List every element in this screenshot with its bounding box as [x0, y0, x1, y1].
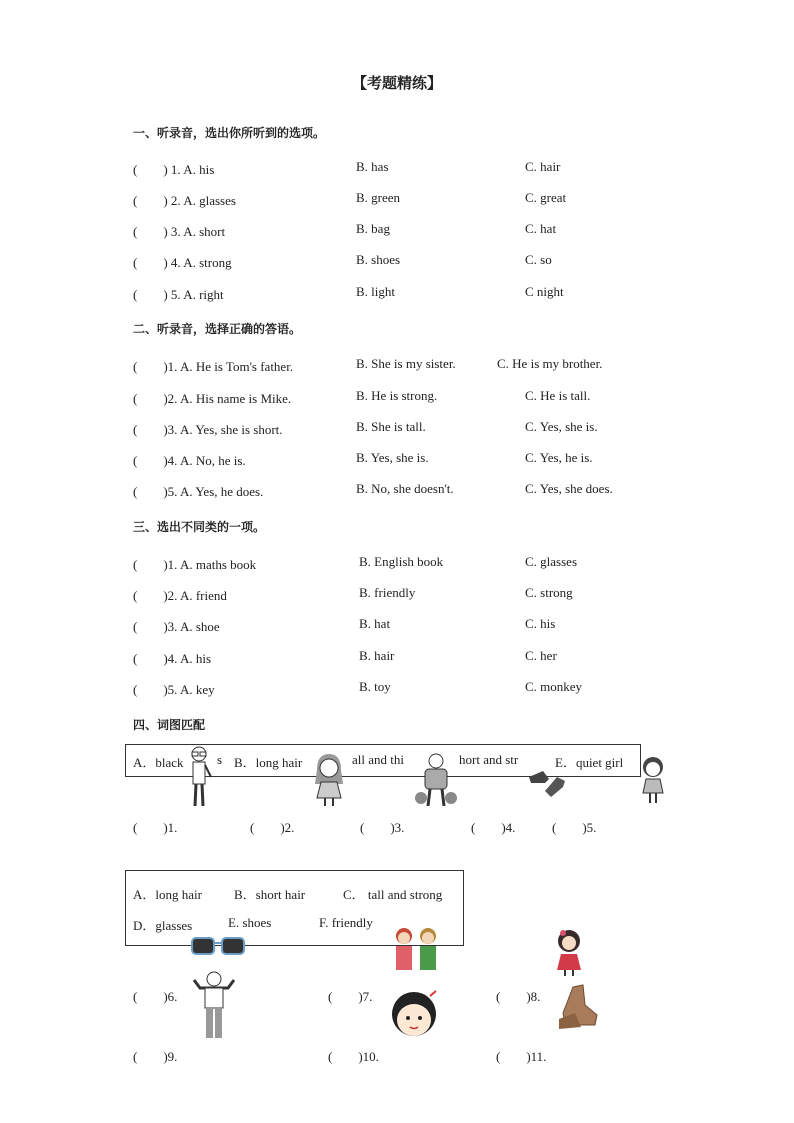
question-row-1-5 [133, 284, 224, 303]
option-c: C night [525, 284, 564, 299]
option-c: C. strong [525, 585, 573, 600]
option-b: B. bag [356, 221, 390, 236]
strong-boy-picture [190, 970, 238, 1040]
question-stem: ( )3. A. shoe [133, 619, 220, 634]
section-1-heading: 一、听录音，选出你所听到的选项。 [133, 126, 326, 140]
word-option-c: all and thi [352, 752, 404, 767]
option-b: B. green [356, 190, 401, 205]
option-c: C. monkey [525, 679, 583, 694]
sunglasses-picture [190, 934, 246, 960]
word-option-d: D．glasses [133, 918, 193, 933]
option-c: C. He is tall. [525, 388, 591, 403]
question-stem: ( ) 4. A. strong [133, 255, 232, 270]
option-b: B. He is strong. [356, 388, 438, 403]
glasses-man-picture [185, 745, 213, 809]
friends-picture [388, 926, 444, 974]
question-stem: ( ) 2. A. glasses [133, 193, 236, 208]
answer-blank-2[interactable]: ( )2. [250, 820, 295, 835]
option-c: C. so [525, 252, 552, 267]
option-b: B. hair [359, 648, 395, 663]
answer-blank-6[interactable]: ( )6. [133, 989, 178, 1004]
section-4-heading: 四、词图匹配 [133, 718, 206, 732]
question-stem: ( )4. A. his [133, 651, 212, 666]
answer-blank-1[interactable]: ( )1. [133, 820, 178, 835]
option-c: C. his [525, 616, 556, 631]
option-c: C. Yes, she is. [525, 419, 598, 434]
question-stem: ( )4. A. No, he is. [133, 453, 246, 468]
answer-blank-10[interactable]: ( )10. [328, 1049, 379, 1064]
girl-picture [552, 928, 586, 978]
question-stem: ( )3. A. Yes, she is short. [133, 422, 283, 437]
quiet-girl-picture [638, 755, 668, 805]
answer-blank-11[interactable]: ( )11. [496, 1049, 547, 1064]
question-stem: ( )2. A. friend [133, 588, 227, 603]
section-3-heading: 三、选出不同类的一项。 [133, 520, 266, 534]
word-option-a: A．long hair [133, 887, 202, 902]
question-stem: ( )5. A. key [133, 682, 215, 697]
question-stem: ( )2. A. His name is Mike. [133, 391, 292, 406]
question-row-1-1 [133, 159, 214, 178]
option-c: C. Yes, he is. [525, 450, 593, 465]
answer-blank-5[interactable]: ( )5. [552, 820, 597, 835]
option-b: B. She is tall. [356, 419, 426, 434]
option-b: B. Yes, she is. [356, 450, 429, 465]
option-b: B. light [356, 284, 396, 299]
word-option-d: hort and str [459, 752, 519, 767]
question-stem: ( ) 1. A. his [133, 162, 215, 177]
question-stem: ( ) 5. A. right [133, 287, 224, 302]
word-option-f: F. friendly [319, 915, 373, 930]
option-b: B. friendly [359, 585, 416, 600]
word-option-e: E．quiet girl [555, 755, 624, 770]
option-c: C. her [525, 648, 557, 663]
option-c: C. glasses [525, 554, 577, 569]
option-b: B. No, she doesn't. [356, 481, 454, 496]
question-stem: ( )5. A. Yes, he does. [133, 484, 264, 499]
word-option-c: C． tall and strong [343, 887, 443, 902]
option-b: B. hat [359, 616, 391, 631]
long-hair-girl-picture [312, 752, 346, 808]
option-b: B. English book [359, 554, 444, 569]
answer-blank-9[interactable]: ( )9. [133, 1049, 178, 1064]
word-option-e: E. shoes [228, 915, 272, 930]
answer-blank-3[interactable]: ( )3. [360, 820, 405, 835]
strong-man-picture [414, 752, 458, 808]
word-option-a: A．black [133, 755, 184, 770]
word-option-b: B．short hair [234, 887, 306, 902]
answer-blank-8[interactable]: ( )8. [496, 989, 541, 1004]
option-b: B. toy [359, 679, 391, 694]
option-b: B. has [356, 159, 389, 174]
page-title: 【考题精练】 [351, 74, 442, 92]
question-stem: ( ) 3. A. short [133, 224, 226, 239]
option-c: C. great [525, 190, 567, 205]
section-2-heading: 二、听录音，选择正确的答语。 [133, 322, 302, 336]
short-hair-girl-picture [390, 990, 438, 1040]
option-c: C. He is my brother. [497, 356, 603, 371]
answer-blank-7[interactable]: ( )7. [328, 989, 373, 1004]
option-c: C. Yes, she does. [525, 481, 613, 496]
boots-picture [555, 983, 601, 1031]
question-stem: ( )1. A. He is Tom's father. [133, 359, 294, 374]
question-row-1-4 [133, 252, 232, 271]
word-option-a-tail: s [217, 752, 223, 767]
question-row-1-2 [133, 190, 236, 209]
question-stem: ( )1. A. maths book [133, 557, 257, 572]
option-c: C. hair [525, 159, 561, 174]
option-c: C. hat [525, 221, 557, 236]
answer-blank-4[interactable]: ( )4. [471, 820, 516, 835]
question-row-1-3 [133, 221, 225, 240]
shoes-picture [527, 765, 569, 799]
option-b: B. She is my sister. [356, 356, 456, 371]
word-option-b: B．long hair [234, 755, 303, 770]
option-b: B. shoes [356, 252, 401, 267]
